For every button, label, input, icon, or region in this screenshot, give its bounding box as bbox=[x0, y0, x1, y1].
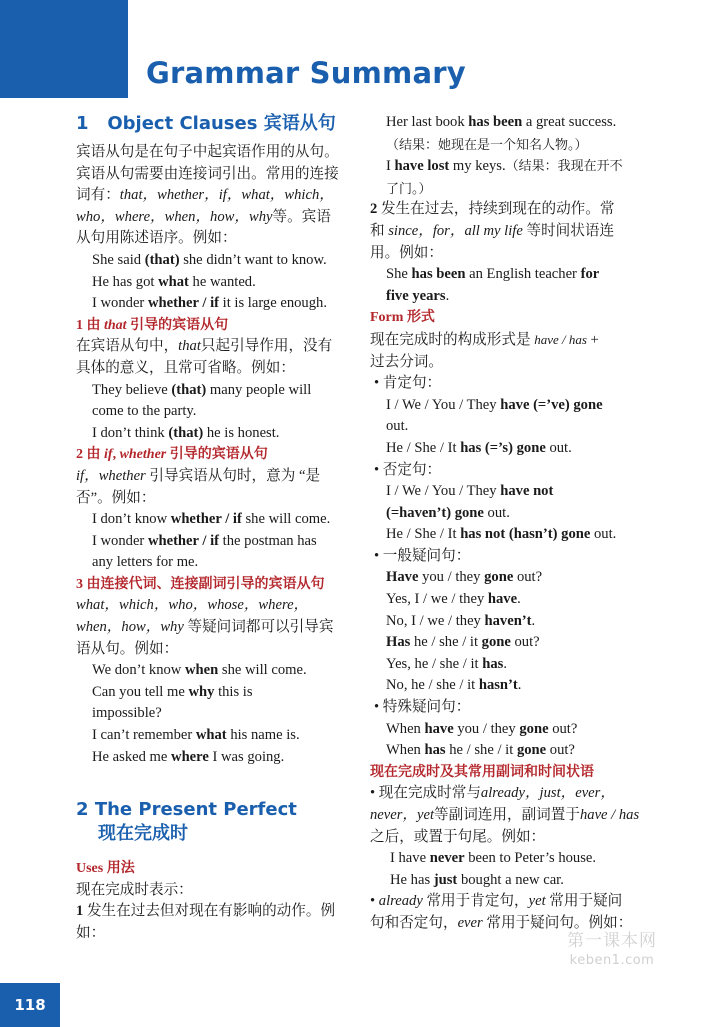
right-column bbox=[370, 112, 652, 935]
paragraph-adverbs bbox=[370, 783, 652, 848]
example-line: I don’t think (that) he is honest. bbox=[92, 424, 280, 441]
example-line: When have you / they gone out? bbox=[386, 720, 578, 737]
example-block bbox=[76, 380, 352, 445]
watermark-line: keben1.com bbox=[569, 953, 655, 968]
section-title-en: The Present Perfect bbox=[94, 799, 297, 821]
example-line: When has he / she / it gone out? bbox=[386, 742, 575, 759]
example-line: I can’t remember what his name is. bbox=[92, 727, 300, 744]
text-line: when，how，why 等疑问词都可以引导宾 bbox=[76, 619, 334, 636]
example-line: She said (that) she didn’t want to know. bbox=[92, 251, 327, 268]
example-line: impossible? bbox=[92, 705, 162, 722]
section-heading-object-clauses bbox=[76, 112, 352, 136]
example-line: I / We / You / They have (=’ve) gone bbox=[386, 396, 603, 413]
example-line: (=haven’t) gone out. bbox=[386, 504, 510, 521]
example-line: I wonder whether / if the postman has bbox=[92, 532, 317, 549]
paragraph-if-whether bbox=[76, 466, 352, 509]
example-line: I have never been to Peter’s house. bbox=[390, 850, 597, 867]
text-line: what，which，who，whose，where， bbox=[76, 597, 309, 614]
text-line: 宾语从句需要由连接词引出。常用的连接 bbox=[76, 165, 339, 182]
example-line: No, I / we / they haven’t. bbox=[386, 612, 536, 629]
example-line: I / We / You / They have not bbox=[386, 483, 554, 500]
example-line: He has got what he wanted. bbox=[92, 273, 256, 290]
text-line: 具体的意义，且常可省略。例如： bbox=[76, 359, 295, 376]
watermark-line: 第一课本网 bbox=[567, 931, 657, 951]
section-number: 2 bbox=[76, 799, 89, 821]
example-line: I have lost my keys.（结果：我现在开不 bbox=[386, 158, 623, 175]
text-line: if，whether 引导宾语从句时，意为 “是 bbox=[76, 467, 321, 484]
note-line: （结果：她现在是一个知名人物。） bbox=[386, 136, 588, 152]
bullet-special-question: • 特殊疑问句： bbox=[374, 699, 471, 716]
example-block bbox=[76, 250, 352, 315]
text-line: 之后，或置于句尾。例如： bbox=[370, 828, 546, 845]
example-line: He asked me where I was going. bbox=[92, 748, 285, 765]
text-line: who，where，when，how，why等。宾语 bbox=[76, 208, 331, 225]
text-line: 词有：that，whether，if，what，which， bbox=[76, 187, 334, 204]
page-title: Grammar Summary bbox=[146, 56, 466, 90]
example-block bbox=[76, 660, 352, 768]
text-line: 否”。例如： bbox=[76, 489, 156, 506]
left-column bbox=[76, 112, 352, 945]
use-item-2: 2 发生在过去，持续到现在的动作。常 bbox=[370, 201, 615, 218]
example-line: I don’t know whether / if she will come. bbox=[92, 511, 331, 528]
note-line: 了门。） bbox=[386, 180, 432, 196]
example-line: Has he / she / it gone out? bbox=[386, 634, 540, 651]
text-line: never，yet等副词连用，副词置于have / has bbox=[370, 807, 640, 823]
example-line: Her last book has been a great success. bbox=[386, 114, 617, 130]
corner-block bbox=[0, 0, 128, 98]
section-title-zh: 宾语从句 bbox=[263, 113, 336, 134]
text-line: 在宾语从句中，that只起引导作用，没有 bbox=[76, 338, 333, 355]
bullet-affirmative: • 肯定句： bbox=[374, 375, 442, 392]
example-line: She has been an English teacher for bbox=[386, 266, 600, 283]
watermark bbox=[552, 930, 672, 970]
example-line: Yes, I / we / they have. bbox=[386, 591, 521, 608]
text-line: 句和否定句，ever 常用于疑问句。例如： bbox=[370, 914, 633, 931]
example-line: They believe (that) many people will bbox=[92, 381, 312, 398]
example-line: Yes, he / she / it has. bbox=[386, 655, 507, 672]
subheading-if-whether: 2 由 if, whether 引导的宾语从句 bbox=[76, 447, 268, 463]
text-line: 语从句。例如： bbox=[76, 640, 179, 657]
subheading-connectives: 3 由连接代词、连接副词引导的宾语从句 bbox=[76, 576, 325, 592]
text-line: 过去分词。 bbox=[370, 353, 443, 370]
use-item-1: 1 发生在过去但对现在有影响的动作。例 bbox=[76, 903, 336, 920]
text-line: 从句用陈述语序。例如： bbox=[76, 230, 237, 247]
paragraph-that bbox=[76, 336, 352, 379]
intro-paragraph bbox=[76, 142, 352, 250]
subheading-that: 1 由 that 引导的宾语从句 bbox=[76, 317, 229, 333]
paragraph-connectives bbox=[76, 595, 352, 660]
example-line: I wonder whether / if it is large enough. bbox=[92, 295, 327, 312]
section-heading-present-perfect bbox=[76, 798, 352, 846]
text-line: 宾语从句是在句子中起宾语作用的从句。 bbox=[76, 144, 339, 160]
text-line: 用。例如： bbox=[370, 244, 443, 261]
page-number: 118 bbox=[14, 996, 46, 1014]
example-line: He has just bought a new car. bbox=[390, 871, 564, 888]
subheading-adverbs: 现在完成时及其常用副词和时间状语 bbox=[370, 764, 594, 780]
example-line: any letters for me. bbox=[92, 554, 199, 571]
text-line: • 现在完成时常与already，just，ever， bbox=[370, 785, 615, 802]
example-line: He / She / It has not (hasn’t) gone out. bbox=[386, 526, 617, 543]
bullet-negative: • 否定句： bbox=[374, 461, 442, 478]
example-block bbox=[76, 509, 352, 574]
section-number: 1 bbox=[76, 113, 89, 134]
example-line: come to the party. bbox=[92, 403, 197, 420]
text-line: 现在完成时表示： bbox=[76, 881, 193, 898]
section-title-zh: 现在完成时 bbox=[98, 823, 188, 845]
paragraph-already-yet-ever bbox=[370, 891, 652, 934]
example-line: He / She / It has (=’s) gone out. bbox=[386, 439, 572, 456]
example-line: five years. bbox=[386, 287, 450, 304]
example-line: No, he / she / it hasn’t. bbox=[386, 677, 522, 694]
text-line: 和 since，for，all my life 等时间状语连 bbox=[370, 222, 615, 239]
text-line: 现在完成时的构成形式是 have / has + bbox=[370, 331, 599, 348]
example-line: out. bbox=[386, 418, 409, 435]
subheading-form: Form 形式 bbox=[370, 310, 435, 326]
text-line: • already 常用于肯定句，yet 常用于疑问 bbox=[370, 893, 623, 910]
section-title-en: Object Clauses bbox=[107, 113, 258, 134]
bullet-general-question: • 一般疑问句： bbox=[374, 547, 471, 564]
example-line: We don’t know when she will come. bbox=[92, 662, 307, 679]
text-line: 如： bbox=[76, 925, 106, 941]
example-line: Can you tell me why this is bbox=[92, 683, 253, 700]
example-line: Have you / they gone out? bbox=[386, 569, 543, 586]
subheading-uses: Uses 用法 bbox=[76, 861, 135, 877]
